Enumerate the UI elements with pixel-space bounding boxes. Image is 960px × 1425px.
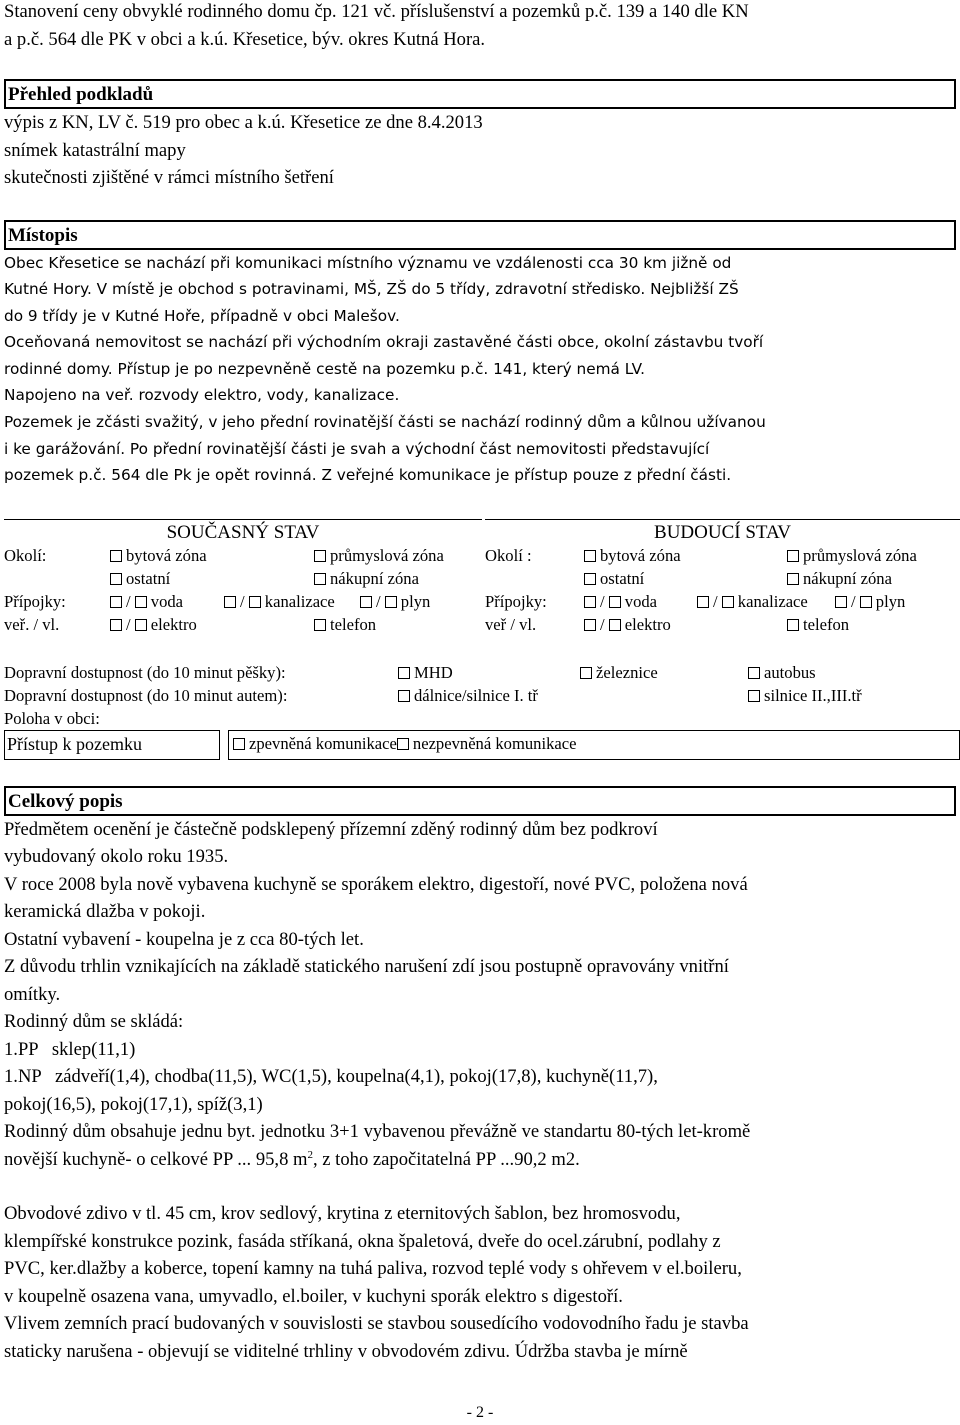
option-bytova-zona: bytová zóna	[584, 544, 681, 567]
section-title-podklady: Přehled podkladů	[4, 79, 956, 109]
mistopis-line: do 9 třídy je v Kutné Hoře, případně v obci Malešov.	[4, 306, 400, 325]
option-plyn: / plyn	[360, 590, 430, 613]
current-state	[4, 519, 482, 636]
checkbox-icon	[314, 550, 326, 562]
checkbox-icon	[249, 596, 261, 608]
option-telefon: telefon	[314, 613, 376, 636]
popis-line: staticky narušena - objevují se viditelné trhliny v obvodovém zdivu. Údržba stavba je mírně	[4, 1340, 688, 1362]
pripojky-label: Přípojky:	[485, 591, 547, 611]
okoli-label: Okolí:	[4, 545, 47, 565]
checkbox-icon	[787, 573, 799, 585]
future-state-title: BUDOUCÍ STAV	[485, 519, 960, 544]
pp-text-b: , z toho započitatelná PP ...90,2 m2.	[312, 1148, 580, 1170]
mistopis-line: Oceňovaná nemovitost se nachází při východním okraji zastavěné části obce, okolní zástavbu tvoří	[4, 333, 764, 352]
checkbox-icon	[233, 738, 245, 750]
popis-line: pokoj(16,5), pokoj(17,1), spíž(3,1)	[4, 1093, 263, 1115]
popis-line: klempířské konstrukce pozink, fasáda stříkaná, okna špaletová, dveře do ocel.zárubní, podlahy z	[4, 1230, 721, 1252]
pp-text-a: novější kuchyně- o celkové PP ... 95,8 m	[4, 1148, 308, 1170]
podklady-item: snímek katastrální mapy	[4, 139, 186, 161]
option-plyn: / plyn	[835, 590, 905, 613]
checkbox-icon	[609, 619, 621, 631]
document-page	[4, 0, 956, 1365]
popis-line: Obvodové zdivo v tl. 45 cm, krov sedlový, krytina z eternitových šablon, bez hromosvodu,	[4, 1203, 681, 1225]
checkbox-icon	[360, 596, 372, 608]
checkbox-icon	[135, 596, 147, 608]
doprava-pesky-label: Dopravní dostupnost (do 10 minut pěšky):	[4, 662, 286, 682]
okoli-label: Okolí :	[485, 545, 532, 565]
podklady-item: výpis z KN, LV č. 519 pro obec a k.ú. Křesetice ze dne 8.4.2013	[4, 112, 483, 133]
poloha-label: Poloha v obci:	[4, 708, 100, 728]
checkbox-icon	[748, 690, 760, 702]
popis-line: omítky.	[4, 983, 61, 1005]
checkbox-icon	[584, 550, 596, 562]
state-tables	[4, 519, 956, 651]
checkbox-icon	[135, 619, 147, 631]
popis-line: Rodinný dům obsahuje jednu byt. jednotku 3+1 vybavenou převážně ve standartu 80-tých let-kromě	[4, 1121, 751, 1143]
future-state	[485, 519, 960, 636]
current-okoli-row-2	[4, 567, 482, 590]
popis-line: keramická dlažba v pokoji.	[4, 901, 206, 923]
doprava-section	[4, 661, 956, 760]
page-number: - 2 -	[466, 1404, 494, 1421]
current-pripojky-row-1	[4, 590, 482, 613]
checkbox-icon	[385, 596, 397, 608]
option-kanalizace: / kanalizace	[697, 590, 808, 613]
mistopis-line: pozemek p.č. 564 dle Pk je opět rovinná. Z veřejné komunikace je přístup pouze z přední části.	[4, 466, 732, 485]
option-zeleznice: železnice	[580, 661, 658, 684]
current-pripojky-row-2	[4, 613, 482, 636]
popis-line: Ostatní vybavení - koupelna je z cca 80-tých let.	[4, 928, 364, 950]
mistopis-line: i ke garážování. Po přední rovinatější části je svah a východní část nemovitosti představující	[4, 439, 710, 458]
option-kanalizace: / kanalizace	[224, 590, 335, 613]
celkovy-popis-text	[4, 816, 956, 1174]
popis-line: Vlivem zemních prací budovaných v souvislosti se stavbou sousedícího vodovodního řadu je stavba	[4, 1313, 749, 1335]
pp-superscript: 2	[307, 1148, 313, 1161]
checkbox-icon	[584, 596, 596, 608]
future-pripojky-row-1	[485, 590, 960, 613]
option-nakupni-zona: nákupní zóna	[787, 567, 892, 590]
checkbox-icon	[584, 573, 596, 585]
checkbox-icon	[224, 596, 236, 608]
current-okoli-row-1	[4, 544, 482, 567]
checkbox-icon	[835, 596, 847, 608]
option-elektro: / elektro	[110, 613, 197, 636]
option-dalnice: dálnice/silnice I. tř	[398, 684, 538, 707]
checkbox-icon	[110, 550, 122, 562]
popis-line: Předmětem ocenění je částečně podsklepený přízemní zděný rodinný dům bez podkroví	[4, 818, 658, 840]
option-silnice: silnice II.,III.tř	[748, 684, 862, 707]
section-title-celkovy-popis: Celkový popis	[4, 786, 956, 816]
checkbox-icon	[580, 667, 592, 679]
popis-line: PVC, ker.dlažby a koberce, topení kamny na tuhá paliva, rozvod teplé vody s ohřevem v el.boileru,	[4, 1258, 742, 1280]
checkbox-icon	[787, 619, 799, 631]
option-voda: / voda	[584, 590, 657, 613]
doprava-autem-label: Dopravní dostupnost (do 10 minut autem):	[4, 685, 288, 705]
doprava-autem-row	[4, 684, 956, 707]
option-zpevnena: zpevněná komunikace	[233, 734, 397, 753]
popis-line: vybudovaný okolo roku 1935.	[4, 846, 229, 868]
popis-line: v koupelně osazena vana, umyvadlo, el.boiler, v kuchyni sporák elektro s digestoří.	[4, 1285, 623, 1307]
checkbox-icon	[609, 596, 621, 608]
checkbox-icon	[697, 596, 709, 608]
header-line-2: a p.č. 564 dle PK v obci a k.ú. Křesetice, býv. okres Kutná Hora.	[4, 28, 486, 50]
pristup-options	[228, 730, 960, 760]
pripojky-label: Přípojky:	[4, 591, 66, 611]
popis-line: V roce 2008 byla nově vybavena kuchyně se sporákem elektro, digestoří, nové PVC, položena nová	[4, 873, 748, 895]
future-okoli-row-1	[485, 544, 960, 567]
poloha-row	[4, 707, 956, 730]
option-telefon: telefon	[787, 613, 849, 636]
checkbox-icon	[110, 596, 122, 608]
popis-line: Rodinný dům se skládá:	[4, 1011, 184, 1033]
option-bytova-zona: bytová zóna	[110, 544, 207, 567]
podklady-list	[4, 109, 956, 192]
option-prumyslova-zona: průmyslová zóna	[314, 544, 444, 567]
mistopis-line: Obec Křesetice se nachází při komunikaci místního významu ve vzdálenosti cca 30 km jižně od	[4, 253, 732, 272]
checkbox-icon	[397, 738, 409, 750]
mistopis-line: rodinné domy. Přístup je po nezpevněně cestě na pozemku p.č. 141, který nemá LV.	[4, 359, 645, 378]
option-nezpevnena: nezpevněná komunikace	[397, 734, 577, 753]
section-title-mistopis: Místopis	[4, 220, 956, 250]
popis-line-pp	[4, 1146, 956, 1174]
checkbox-icon	[110, 573, 122, 585]
checkbox-icon	[787, 550, 799, 562]
ver-label: veř. / vl.	[4, 614, 60, 634]
checkbox-icon	[860, 596, 872, 608]
header-line-1: Stanovení ceny obvyklé rodinného domu čp. 121 vč. příslušenství a pozemků p.č. 139 a 140 dle KN	[4, 1, 749, 22]
checkbox-icon	[398, 667, 410, 679]
ver-label: veř / vl.	[485, 614, 537, 634]
checkbox-icon	[314, 573, 326, 585]
podklady-item: skutečnosti zjištěné v rámci místního šetření	[4, 167, 334, 188]
konstrukce-text	[4, 1200, 956, 1365]
future-okoli-row-2	[485, 567, 960, 590]
option-mhd: MHD	[398, 661, 453, 684]
checkbox-icon	[398, 690, 410, 702]
current-state-title: SOUČASNÝ STAV	[4, 519, 482, 544]
option-nakupni-zona: nákupní zóna	[314, 567, 419, 590]
option-ostatni: ostatní	[584, 567, 644, 590]
future-pripojky-row-2	[485, 613, 960, 636]
checkbox-icon	[314, 619, 326, 631]
mistopis-line: Kutné Hory. V místě je obchod s potravinami, MŠ, ZŠ do 5 třídy, zdravotní středisko. Nejbližší ZŠ	[4, 280, 739, 299]
popis-line: 1.PP sklep(11,1)	[4, 1038, 136, 1060]
pristup-row	[4, 730, 956, 760]
popis-line: 1.NP zádveří(1,4), chodba(11,5), WC(1,5), koupelna(4,1), pokoj(17,8), kuchyně(11,7),	[4, 1066, 658, 1088]
doprava-pesky-row	[4, 661, 956, 684]
option-prumyslova-zona: průmyslová zóna	[787, 544, 917, 567]
checkbox-icon	[584, 619, 596, 631]
option-ostatni: ostatní	[110, 567, 170, 590]
popis-line: Z důvodu trhlin vznikajících na základě statického narušení zdí jsou postupně opravovány vnitřní	[4, 956, 729, 978]
mistopis-line: Napojeno na veř. rozvody elektro, vody, kanalizace.	[4, 386, 400, 405]
option-autobus: autobus	[748, 661, 816, 684]
mistopis-line: Pozemek je zčásti svažitý, v jeho přední rovinatější části se nachází rodinný dům a kůlnou užívanou	[4, 413, 766, 432]
pristup-label: Přístup k pozemku	[4, 730, 220, 760]
option-elektro: / elektro	[584, 613, 671, 636]
mistopis-text	[4, 250, 956, 489]
option-voda: / voda	[110, 590, 183, 613]
checkbox-icon	[722, 596, 734, 608]
checkbox-icon	[110, 619, 122, 631]
checkbox-icon	[748, 667, 760, 679]
